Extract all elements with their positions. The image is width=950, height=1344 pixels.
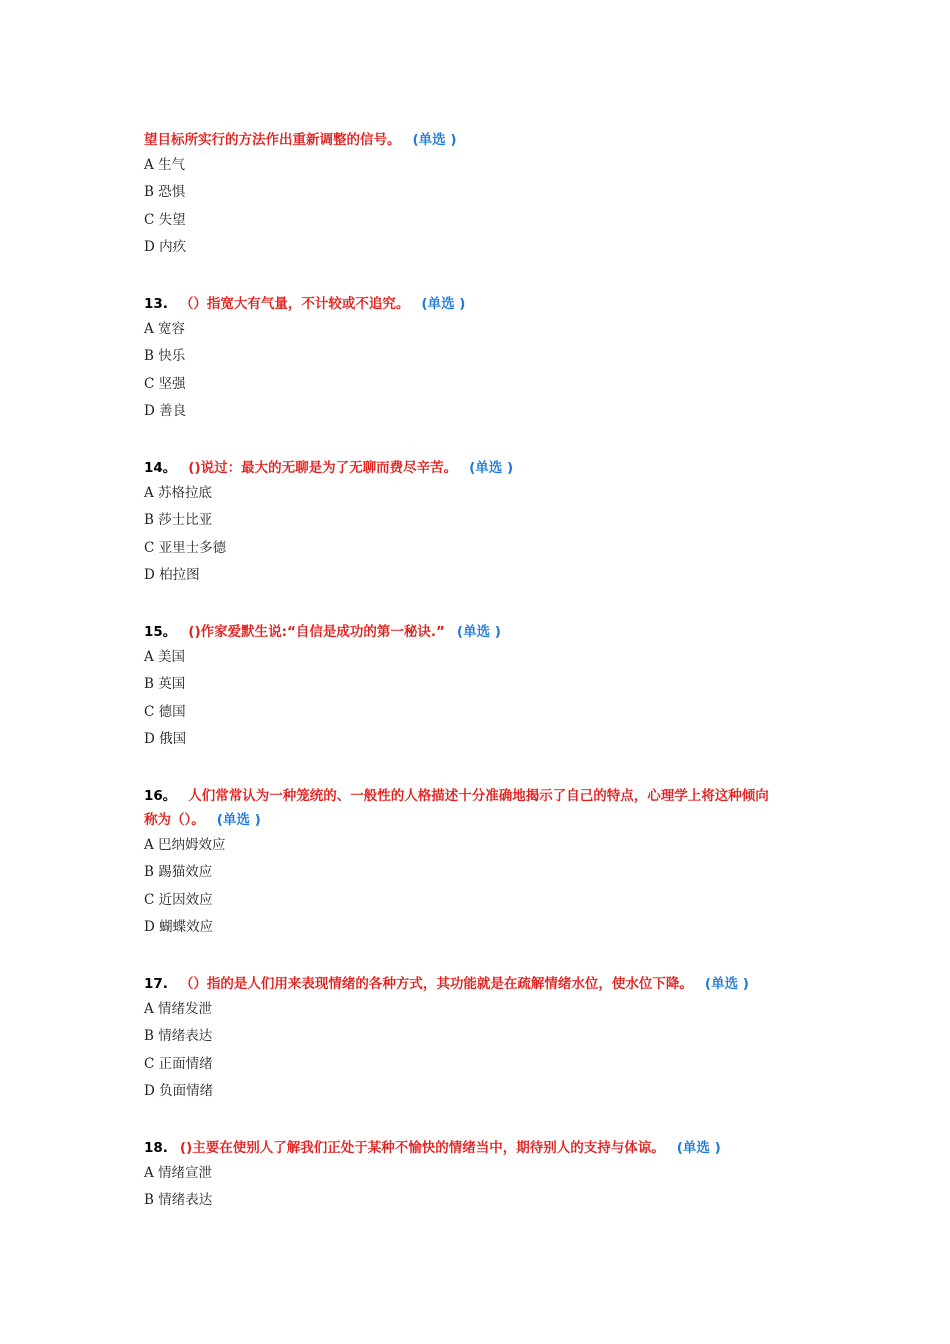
option-a: A 生气 (144, 157, 186, 173)
option-a: A 宽容 (144, 321, 186, 337)
option-a: A 苏格拉底 (144, 485, 213, 501)
option-b: B 情绪表达 (144, 1028, 213, 1045)
question-text: ()说过：最大的无聊是为了无聊而费尽辛苦。 (188, 460, 458, 476)
option-c: C 失望 (144, 211, 186, 228)
option-c: C 坚强 (144, 375, 186, 392)
option-d: D 内疚 (144, 238, 187, 255)
question-stem (144, 1136, 814, 1160)
question-number: 13. (144, 296, 168, 312)
question-stem (144, 972, 814, 996)
question-16 (144, 784, 814, 941)
question-type-tag: (单选 ) (421, 296, 466, 312)
option-b: B 踢猫效应 (144, 864, 213, 881)
option-b: B 快乐 (144, 348, 186, 365)
question-type-tag: (单选 ) (676, 1140, 721, 1156)
option-d: D 善良 (144, 402, 187, 419)
question-text: 望目标所实行的方法作出重新调整的信号。 (144, 132, 401, 148)
question-stem (144, 456, 814, 480)
question-13 (144, 292, 814, 425)
question-type-tag: (单选 ) (469, 460, 514, 476)
question-text: （）指宽大有气量，不计较或不追究。 (179, 296, 410, 312)
option-d: D 柏拉图 (144, 566, 200, 583)
option-c: C 亚里士多德 (144, 539, 227, 556)
option-a: A 情绪宣泄 (144, 1165, 213, 1181)
question-number: 17. (144, 976, 168, 992)
question-stem (144, 784, 814, 808)
option-b: B 情绪表达 (144, 1192, 213, 1209)
option-c: C 德国 (144, 703, 186, 720)
question-text: ()作家爱默生说:“自信是成功的第一秘诀.” (188, 624, 445, 640)
question-type-tag: (单选 ) (456, 624, 501, 640)
option-b: B 英国 (144, 676, 186, 693)
option-b: B 莎士比亚 (144, 512, 213, 529)
option-b: B 恐惧 (144, 184, 186, 201)
option-a: A 巴纳姆效应 (144, 837, 226, 853)
question-number: 14。 (144, 460, 177, 476)
option-d: D 俄国 (144, 730, 187, 747)
option-d: D 负面情绪 (144, 1082, 214, 1099)
option-c: C 近因效应 (144, 891, 213, 908)
option-a: A 情绪发泄 (144, 1001, 213, 1017)
question-type-tag: (单选 ) (216, 812, 261, 828)
question-stem (144, 620, 814, 644)
question-number: 18. (144, 1140, 168, 1156)
option-d: D 蝴蝶效应 (144, 918, 214, 935)
question-number: 16。 (144, 788, 177, 804)
option-c: C 正面情绪 (144, 1055, 213, 1072)
question-text: ()主要在使别人了解我们正处于某种不愉快的情绪当中，期待别人的支持与体谅。 (179, 1140, 665, 1156)
question-12-continued (144, 128, 814, 261)
question-stem (144, 128, 814, 152)
question-text-line2: 称为（）。 (144, 812, 205, 828)
question-stem-line2 (144, 808, 814, 832)
question-text: （）指的是人们用来表现情绪的各种方式，其功能就是在疏解情绪水位，使水位下降。 (179, 976, 693, 992)
question-15 (144, 620, 814, 753)
option-a: A 美国 (144, 649, 186, 665)
question-17 (144, 972, 814, 1105)
question-18 (144, 1136, 814, 1215)
question-stem (144, 292, 814, 316)
question-type-tag: (单选 ) (412, 132, 457, 148)
question-text-line1: 人们常常认为一种笼统的、一般性的人格描述十分准确地揭示了自己的特点，心理学上将这种倾向 (188, 788, 769, 804)
question-number: 15。 (144, 624, 177, 640)
question-type-tag: (单选 ) (704, 976, 749, 992)
question-14 (144, 456, 814, 589)
